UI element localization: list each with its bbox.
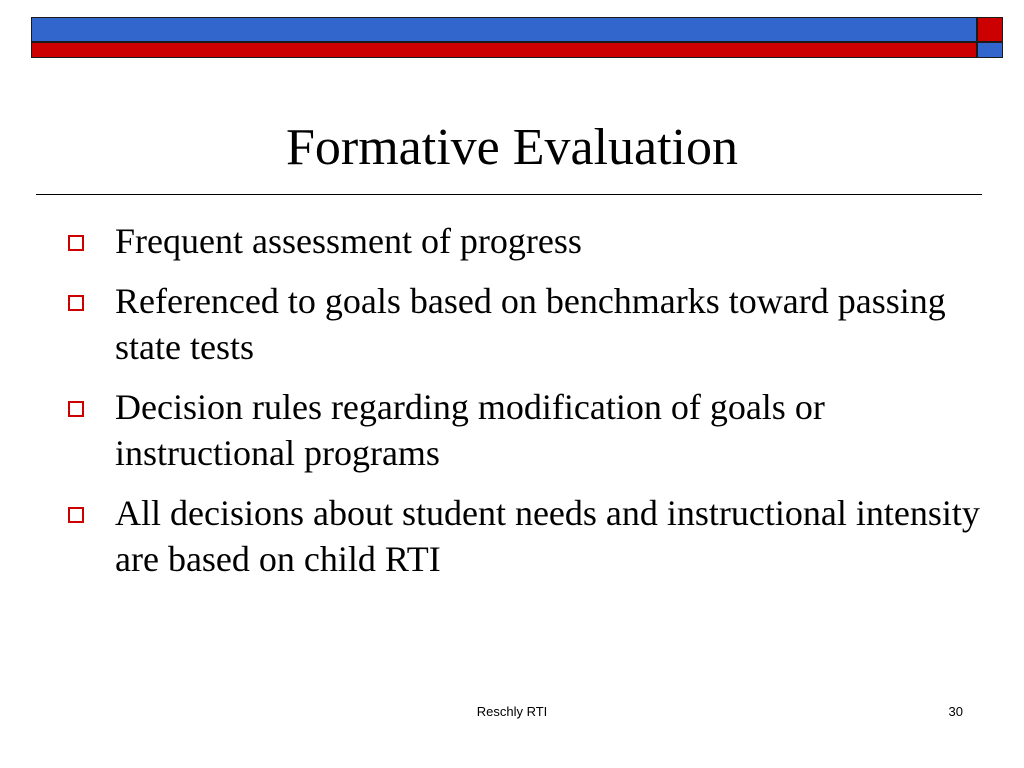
header-square-red bbox=[977, 17, 1003, 42]
bullet-item bbox=[65, 384, 985, 476]
bullet-text: All decisions about student needs and instructional intensity are based on child RTI bbox=[115, 493, 980, 579]
footer-label: Reschly RTI bbox=[476, 704, 548, 719]
hollow-square-bullet-icon bbox=[68, 235, 84, 251]
bullet-text: Decision rules regarding modification of goals or instructional programs bbox=[115, 387, 825, 473]
bullet-text: Frequent assessment of progress bbox=[115, 221, 582, 261]
hollow-square-bullet-icon bbox=[68, 295, 84, 311]
header-bar-red bbox=[31, 42, 977, 58]
header-square-blue bbox=[977, 42, 1003, 58]
page-number: 30 bbox=[948, 704, 963, 719]
hollow-square-bullet-icon bbox=[68, 507, 84, 523]
hollow-square-bullet-icon bbox=[68, 401, 84, 417]
bullet-list bbox=[65, 218, 985, 596]
header-bar-blue bbox=[31, 17, 977, 42]
bullet-item bbox=[65, 218, 985, 264]
bullet-item bbox=[65, 490, 985, 582]
title-divider bbox=[36, 194, 982, 195]
bullet-text: Referenced to goals based on benchmarks toward passing state tests bbox=[115, 281, 946, 367]
slide-title: Formative Evaluation bbox=[285, 119, 738, 176]
bullet-item bbox=[65, 278, 985, 370]
